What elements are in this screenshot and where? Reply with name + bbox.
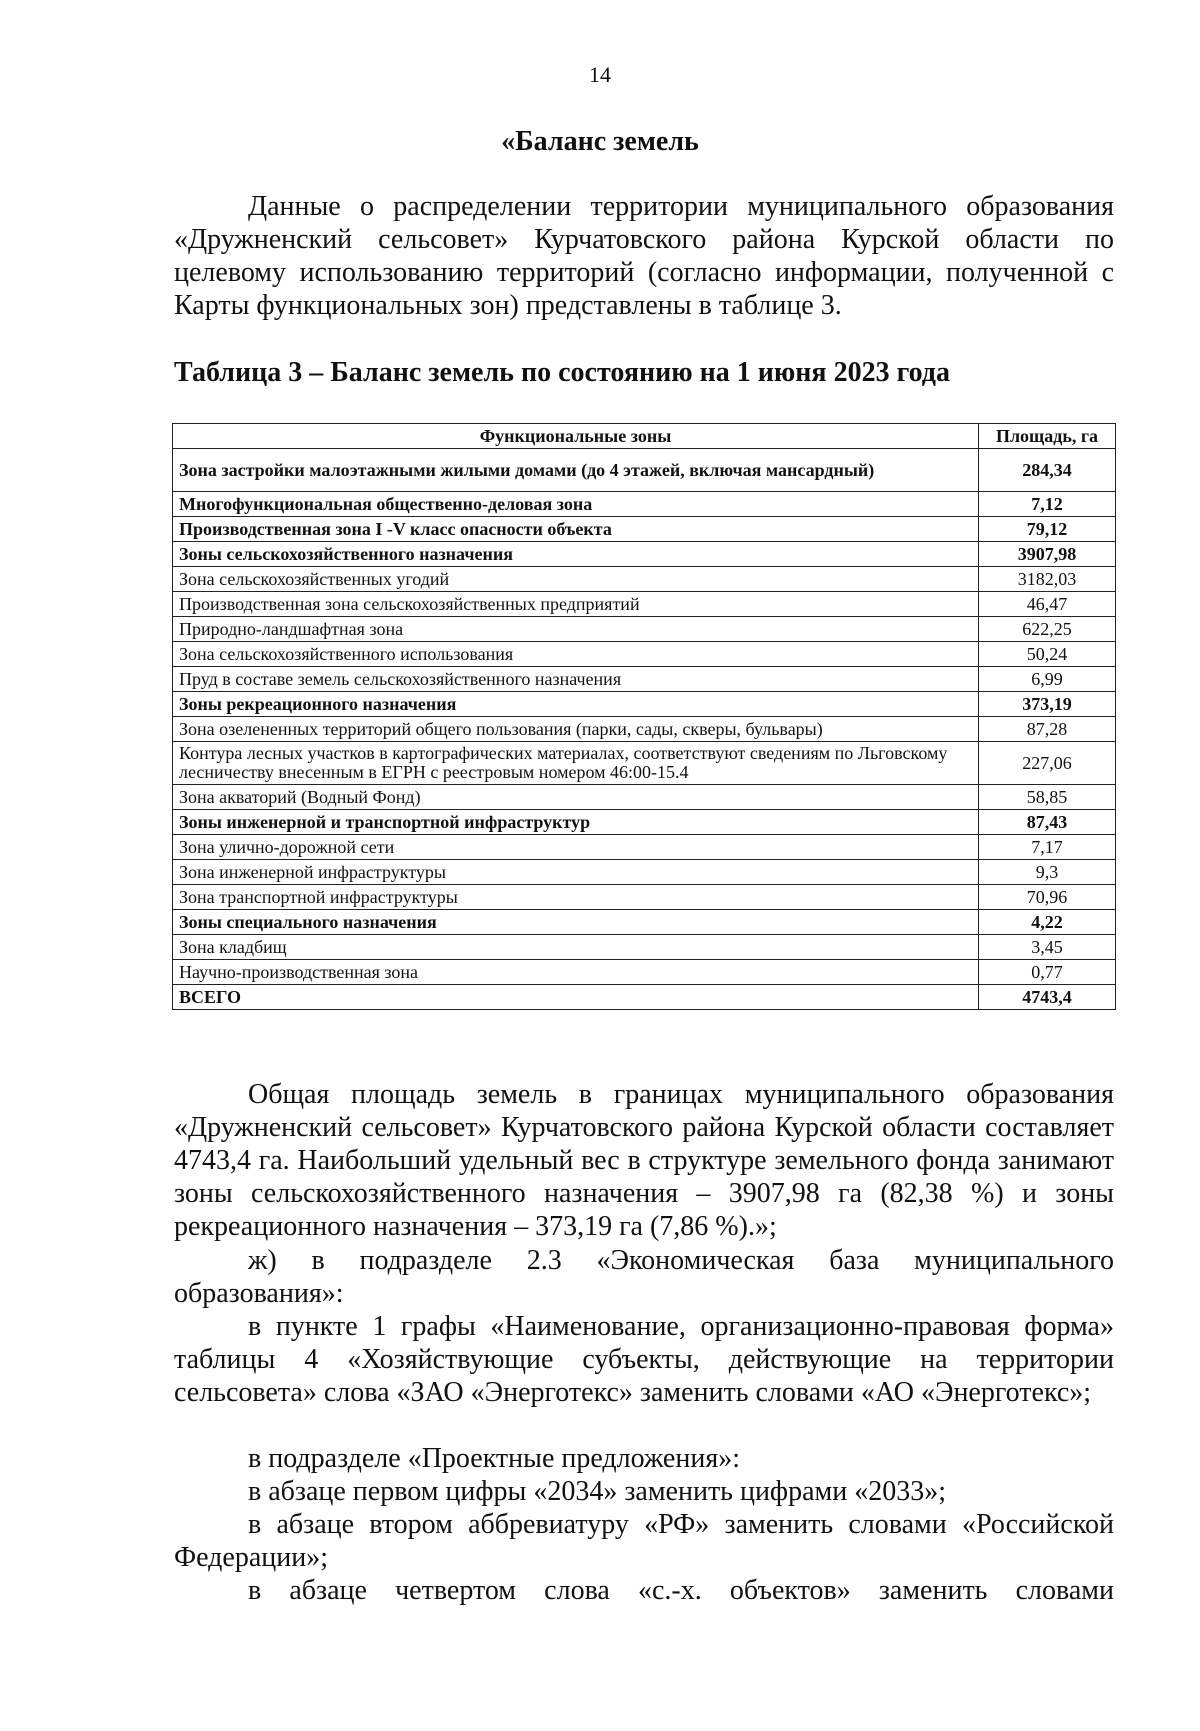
header-zones: Функциональные зоны bbox=[173, 424, 979, 449]
table-row bbox=[173, 692, 1116, 717]
section-heading: «Баланс земель bbox=[501, 126, 699, 157]
zone-cell: Многофункциональная общественно-деловая зона bbox=[173, 492, 979, 517]
amendment-paragraph-1: в абзаце первом цифры «2034» заменить цифрами «2033»; bbox=[248, 1476, 946, 1507]
zone-cell: Контура лесных участков в картографических материалах, соответствуют сведениям по Льговскому лесничеству внесенным в ЕГРН с реестровым номером 46:00-15.4 bbox=[173, 742, 979, 785]
zone-cell: Зона транспортной инфраструктуры bbox=[173, 885, 979, 910]
table-header-row bbox=[173, 424, 1116, 449]
area-cell: 4,22 bbox=[979, 910, 1116, 935]
summary-paragraph: Общая площадь земель в границах муниципального образования «Дружненский сельсовет» Курчатовского района Курской области составляет 4743,4 га. Наибольший удельный вес в структуре земельного фонда занимают зоны сельскохозяйственного назначения – 3907,98 га (82,38 %) и зоны рекреационного назначения – 373,19 га (7,86 %).»; bbox=[174, 1079, 1114, 1242]
area-cell: 3,45 bbox=[979, 935, 1116, 960]
zone-cell: Зоны сельскохозяйственного назначения bbox=[173, 542, 979, 567]
area-cell: 9,3 bbox=[979, 860, 1116, 885]
table-row bbox=[173, 785, 1116, 810]
zone-cell: Природно-ландшафтная зона bbox=[173, 617, 979, 642]
table-row bbox=[173, 910, 1116, 935]
table-row bbox=[173, 960, 1116, 985]
area-cell: 7,17 bbox=[979, 835, 1116, 860]
zone-cell: Зоны инженерной и транспортной инфраструктур bbox=[173, 810, 979, 835]
area-cell: 4743,4 bbox=[979, 985, 1116, 1010]
area-cell: 50,24 bbox=[979, 642, 1116, 667]
area-cell: 58,85 bbox=[979, 785, 1116, 810]
table-total-row bbox=[173, 985, 1116, 1010]
zone-cell: ВСЕГО bbox=[173, 985, 979, 1010]
amendment-paragraph-4: в абзаце четвертом слова «с.-х. объектов» заменить словами bbox=[248, 1575, 1114, 1606]
zone-cell: Зона застройки малоэтажными жилыми домами (до 4 этажей, включая мансардный) bbox=[173, 449, 979, 492]
amendment-subsection: в подразделе «Проектные предложения»: bbox=[248, 1443, 740, 1474]
area-cell: 87,43 bbox=[979, 810, 1116, 835]
area-cell: 87,28 bbox=[979, 717, 1116, 742]
area-cell: 3907,98 bbox=[979, 542, 1116, 567]
intro-paragraph: Данные о распределении территории муниципального образования «Дружненский сельсовет» Курчатовского района Курской области по целевому использованию территорий (согласно информации, полученной с Карты функциональных зон) представлены в таблице 3. bbox=[174, 191, 1114, 321]
amendment-paragraph-2: в абзаце втором аббревиатуру «РФ» заменить словами «Российской Федерации»; bbox=[174, 1509, 1114, 1573]
zone-cell: Зона сельскохозяйственных угодий bbox=[173, 567, 979, 592]
table-row bbox=[173, 592, 1116, 617]
area-cell: 284,34 bbox=[979, 449, 1116, 492]
area-cell: 3182,03 bbox=[979, 567, 1116, 592]
zone-cell: Зона инженерной инфраструктуры bbox=[173, 860, 979, 885]
area-cell: 227,06 bbox=[979, 742, 1116, 785]
area-cell: 6,99 bbox=[979, 667, 1116, 692]
table-row bbox=[173, 885, 1116, 910]
zone-cell: Зона сельскохозяйственного использования bbox=[173, 642, 979, 667]
land-balance-table bbox=[172, 423, 1116, 1010]
table-row bbox=[173, 567, 1116, 592]
area-cell: 0,77 bbox=[979, 960, 1116, 985]
area-cell: 79,12 bbox=[979, 517, 1116, 542]
zone-cell: Зона озелененных территорий общего пользования (парки, сады, скверы, бульвары) bbox=[173, 717, 979, 742]
table-row bbox=[173, 935, 1116, 960]
page-number: 14 bbox=[589, 62, 611, 87]
area-cell: 373,19 bbox=[979, 692, 1116, 717]
table-row bbox=[173, 717, 1116, 742]
table-row bbox=[173, 492, 1116, 517]
zone-cell: Научно-производственная зона bbox=[173, 960, 979, 985]
table-row bbox=[173, 449, 1116, 492]
header-area: Площадь, га bbox=[979, 424, 1116, 449]
table-row bbox=[173, 667, 1116, 692]
table-row bbox=[173, 642, 1116, 667]
table-row bbox=[173, 835, 1116, 860]
table-row bbox=[173, 742, 1116, 785]
table-row bbox=[173, 542, 1116, 567]
area-cell: 7,12 bbox=[979, 492, 1116, 517]
table-row bbox=[173, 810, 1116, 835]
area-cell: 70,96 bbox=[979, 885, 1116, 910]
zone-cell: Зона улично-дорожной сети bbox=[173, 835, 979, 860]
amendment-zh: ж) в подразделе 2.3 «Экономическая база муниципального образования»: bbox=[174, 1245, 1114, 1309]
zone-cell: Зона кладбищ bbox=[173, 935, 979, 960]
area-cell: 622,25 bbox=[979, 617, 1116, 642]
table-row bbox=[173, 517, 1116, 542]
zone-cell: Зоны рекреационного назначения bbox=[173, 692, 979, 717]
zone-cell: Зоны специального назначения bbox=[173, 910, 979, 935]
area-cell: 46,47 bbox=[979, 592, 1116, 617]
amendment-punkt: в пункте 1 графы «Наименование, организационно-правовая форма» таблицы 4 «Хозяйствующие субъекты, действующие на территории сельсовета» слова «ЗАО «Энерготекс» заменить словами «АО «Энерготекс»; bbox=[174, 1311, 1114, 1408]
table-row bbox=[173, 617, 1116, 642]
table-row bbox=[173, 860, 1116, 885]
table-caption: Таблица 3 – Баланс земель по состоянию на 1 июня 2023 года bbox=[174, 357, 950, 388]
zone-cell: Производственная зона I -V класс опасности объекта bbox=[173, 517, 979, 542]
zone-cell: Производственная зона сельскохозяйственных предприятий bbox=[173, 592, 979, 617]
zone-cell: Пруд в составе земель сельскохозяйственного назначения bbox=[173, 667, 979, 692]
zone-cell: Зона акваторий (Водный Фонд) bbox=[173, 785, 979, 810]
